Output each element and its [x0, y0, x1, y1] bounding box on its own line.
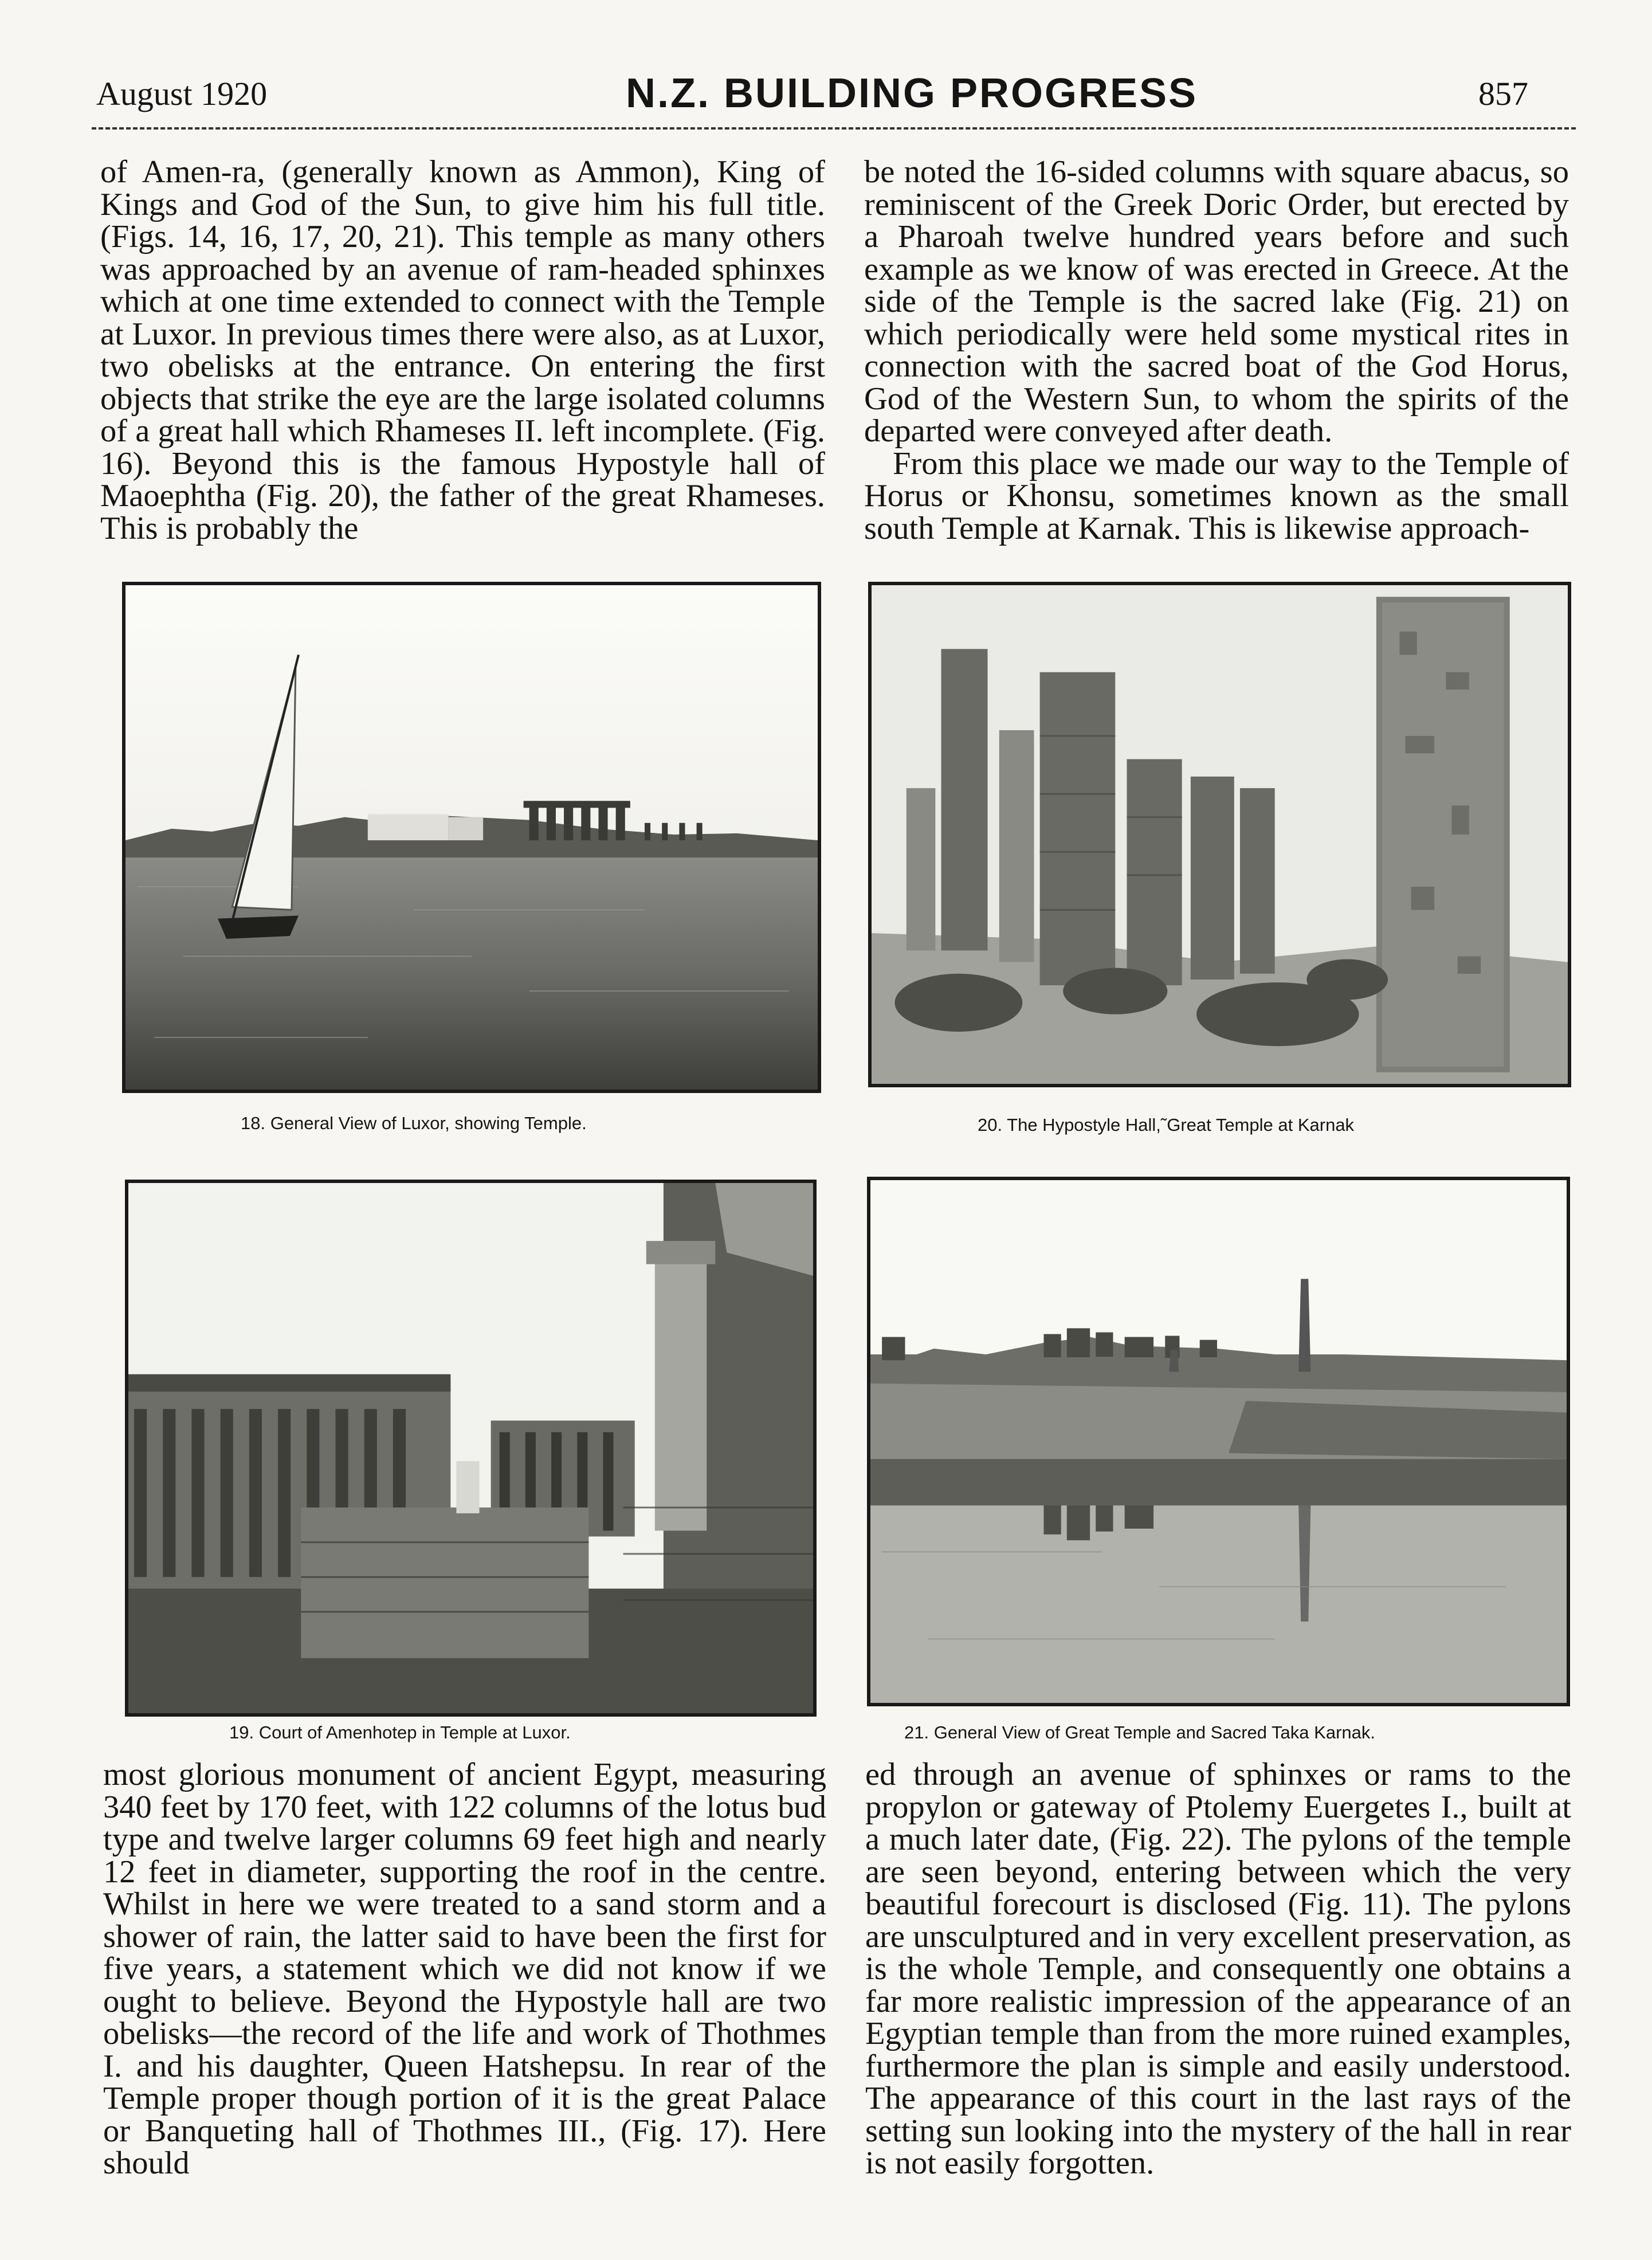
- paragraph: most glorious monument of ancient Egypt, measuring 340 feet by 170 feet, with 122 columns of the lotus bud type and twelve larger columns 69 feet high and nearly 12 feet in diameter, supporting the roof in the centre. Whilst in here we were treated to a sand storm and a shower of rain, the latter said to have been the first for five years, a statement which we did not know if we ought to believe. Beyond the Hypostyle hall are two obelisks—the record of the life and work of Thothmes I. and his daughter, Queen Hatshepsu. In rear of the Temple proper though portion of it is the great Palace or Banqueting hall of Thothmes III., (Fig. 17). Here should: [103, 1757, 826, 2181]
- text-column-bottom-right: [865, 1758, 1571, 2180]
- header-rule: [92, 127, 1576, 130]
- figure-caption: 19. Court of Amenhotep in Temple at Luxor.: [229, 1722, 571, 1742]
- photo-luxor-river-view: [122, 582, 821, 1093]
- publication-title: N.Z. BUILDING PROGRESS: [626, 70, 1198, 116]
- text-column-bottom-left: [103, 1758, 826, 2180]
- paragraph: be noted the 16-sided columns with square abacus, so reminiscent of the Greek Doric Order, but erected by a Pharoah twelve hundred years before and such example as we know of was erected in Greece. At the side of the Temple is the sacred lake (Fig. 21) on which periodically were held some mystical rites in connection with the sacred boat of the God Horus, God of the Western Sun, to whom the spirits of the departed were conveyed after death.: [864, 154, 1569, 449]
- figure-caption: 21. General View of Great Temple and Sacred Taka Karnak.: [904, 1722, 1375, 1742]
- text-column-top-right: [864, 156, 1569, 545]
- photo-hypostyle-hall: [868, 582, 1571, 1087]
- figure-caption: 18. General View of Luxor, showing Temple.: [241, 1113, 587, 1133]
- paragraph: From this place we made our way to the Temple of Horus or Khonsu, sometimes known as the small south Temple at Karnak. This is likewise approach-: [864, 445, 1569, 546]
- page-header: [0, 0, 1652, 132]
- figure-caption: 20. The Hypostyle Hall,˜Great Temple at Karnak: [978, 1115, 1355, 1135]
- issue-date: August 1920: [96, 75, 268, 112]
- paragraph: of Amen-ra, (generally known as Ammon), King of Kings and God of the Sun, to give him his full title. (Figs. 14, 16, 17, 20, 21). This temple as many others was approached by an avenue of ram-headed sphinxes which at one time extended to connect with the Temple at Luxor. In previous times there were also, as at Luxor, two obelisks at the entrance. On entering the first objects that strike the eye are the large isolated columns of a great hall which Rhameses II. left incomplete. (Fig. 16). Beyond this is the famous Hypostyle hall of Maoephtha (Fig. 20), the father of the great Rhameses. This is probably the: [100, 154, 825, 546]
- page-number: 857: [1478, 75, 1528, 112]
- photo-court-of-amenhotep: [125, 1180, 817, 1717]
- text-column-top-left: [100, 156, 825, 545]
- paragraph: ed through an avenue of sphinxes or rams to the propylon or gateway of Ptolemy Euergetes I., built at a much later date, (Fig. 22). The pylons of the temple are seen beyond, entering between which the very beautiful forecourt is disclosed (Fig. 11). The pylons are unsculptured and in very excellent preservation, as is the whole Temple, and consequently one obtains a far more realistic impression of the appearance of an Egyptian temple than from the more ruined examples, furthermore the plan is simple and easily understood. The appearance of this court in the last rays of the setting sun looking into the mystery of the hall in rear is not easily forgotten.: [865, 1757, 1571, 2181]
- photo-great-temple-sacred-lake: [867, 1177, 1570, 1706]
